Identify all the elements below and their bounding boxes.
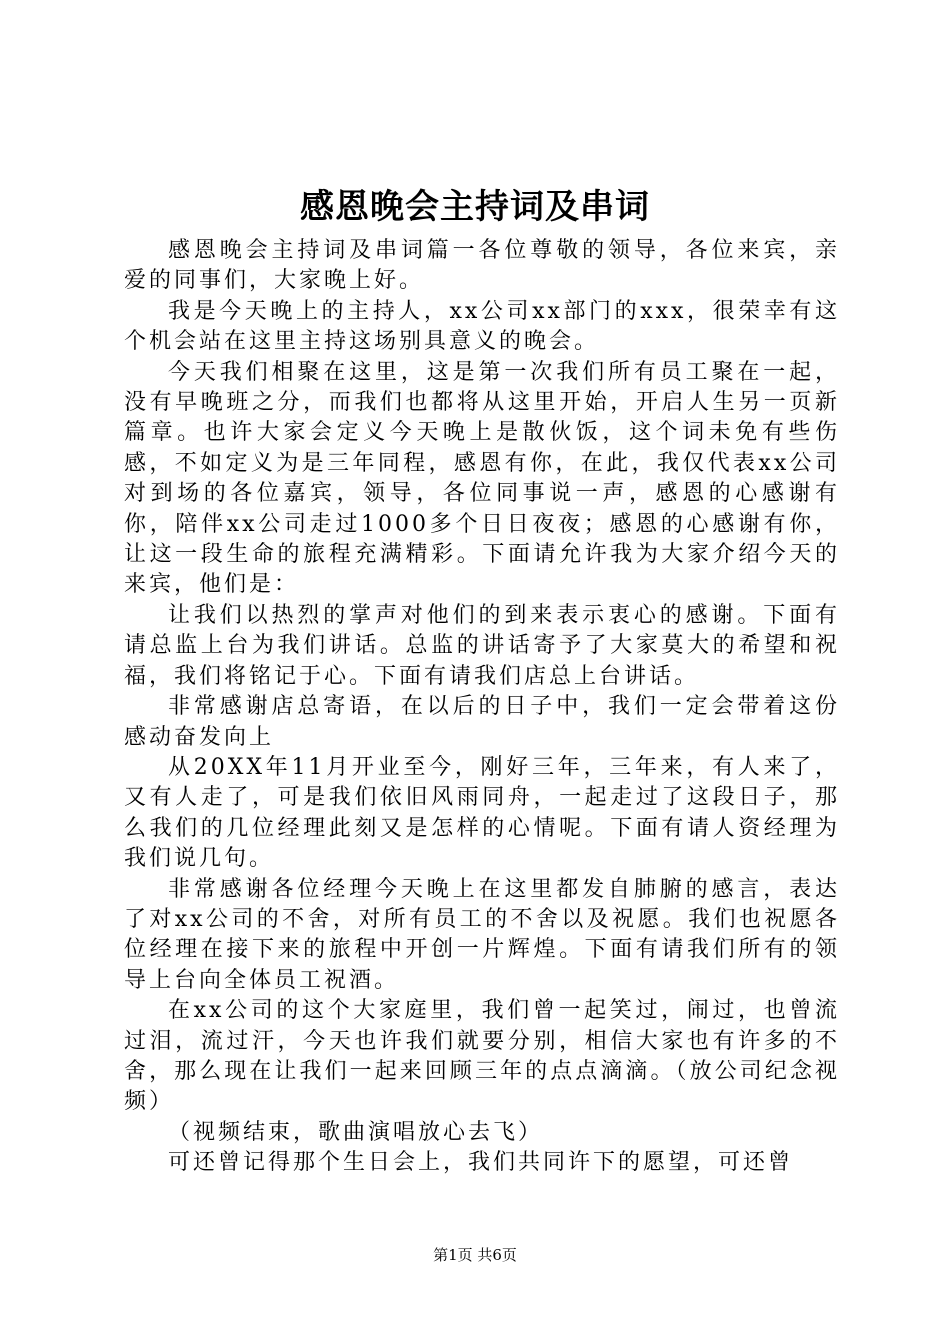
paragraph-5: 非常感谢店总寄语，在以后的日子中，我们一定会带着这份感动奋发向上	[124, 694, 840, 750]
paragraph-7: 非常感谢各位经理今天晚上在这里都发自肺腑的感言，表达了对xx公司的不舍，对所有员工的不舍以及祝愿。我们也祝愿各位经理在接下来的旅程中开创一片辉煌。下面有请我们所有的领导上台向全体员工祝酒。	[124, 876, 840, 993]
paragraph-1: 感恩晚会主持词及串词篇一各位尊敬的领导，各位来宾，亲爱的同事们，大家晚上好。	[124, 238, 840, 294]
paragraph-4: 让我们以热烈的掌声对他们的到来表示衷心的感谢。下面有请总监上台为我们讲话。总监的讲话寄予了大家莫大的希望和祝福，我们将铭记于心。下面有请我们店总上台讲话。	[124, 602, 840, 689]
document-body	[124, 236, 840, 1179]
page-footer: 第1页 共6页	[433, 1246, 517, 1264]
document-title: 感恩晚会主持词及串词	[300, 187, 650, 227]
paragraph-10: 可还曾记得那个生日会上，我们共同许下的愿望，可还曾	[168, 1150, 794, 1176]
paragraph-9: （视频结束，歌曲演唱放心去飞）	[168, 1119, 544, 1145]
paragraph-3: 今天我们相聚在这里，这是第一次我们所有员工聚在一起，没有早晚班之分，而我们也都将从这里开始，开启人生另一页新篇章。也许大家会定义今天晚上是散伙饭，这个词未免有些伤感，不如定义为是三年同程，感恩有你，在此，我仅代表xx公司对到场的各位嘉宾，领导，各位同事说一声，感恩的心感谢有你，陪伴xx公司走过1000多个日日夜夜；感恩的心感谢有你，让这一段生命的旅程充满精彩。下面请允许我为大家介绍今天的来宾，他们是：	[124, 359, 840, 598]
paragraph-8: 在xx公司的这个大家庭里，我们曾一起笑过，闹过，也曾流过泪，流过汗，今天也许我们就要分别，相信大家也有许多的不舍，那么现在让我们一起来回顾三年的点点滴滴。（放公司纪念视频）	[124, 998, 840, 1115]
paragraph-6: 从20XX年11月开业至今，刚好三年，三年来，有人来了，又有人走了，可是我们依旧风雨同舟，一起走过了这段日子，那么我们的几位经理此刻又是怎样的心情呢。下面有请人资经理为我们说几句。	[124, 754, 840, 872]
paragraph-2: 我是今天晚上的主持人，xx公司xx部门的xxx，很荣幸有这个机会站在这里主持这场别具意义的晚会。	[124, 298, 840, 355]
